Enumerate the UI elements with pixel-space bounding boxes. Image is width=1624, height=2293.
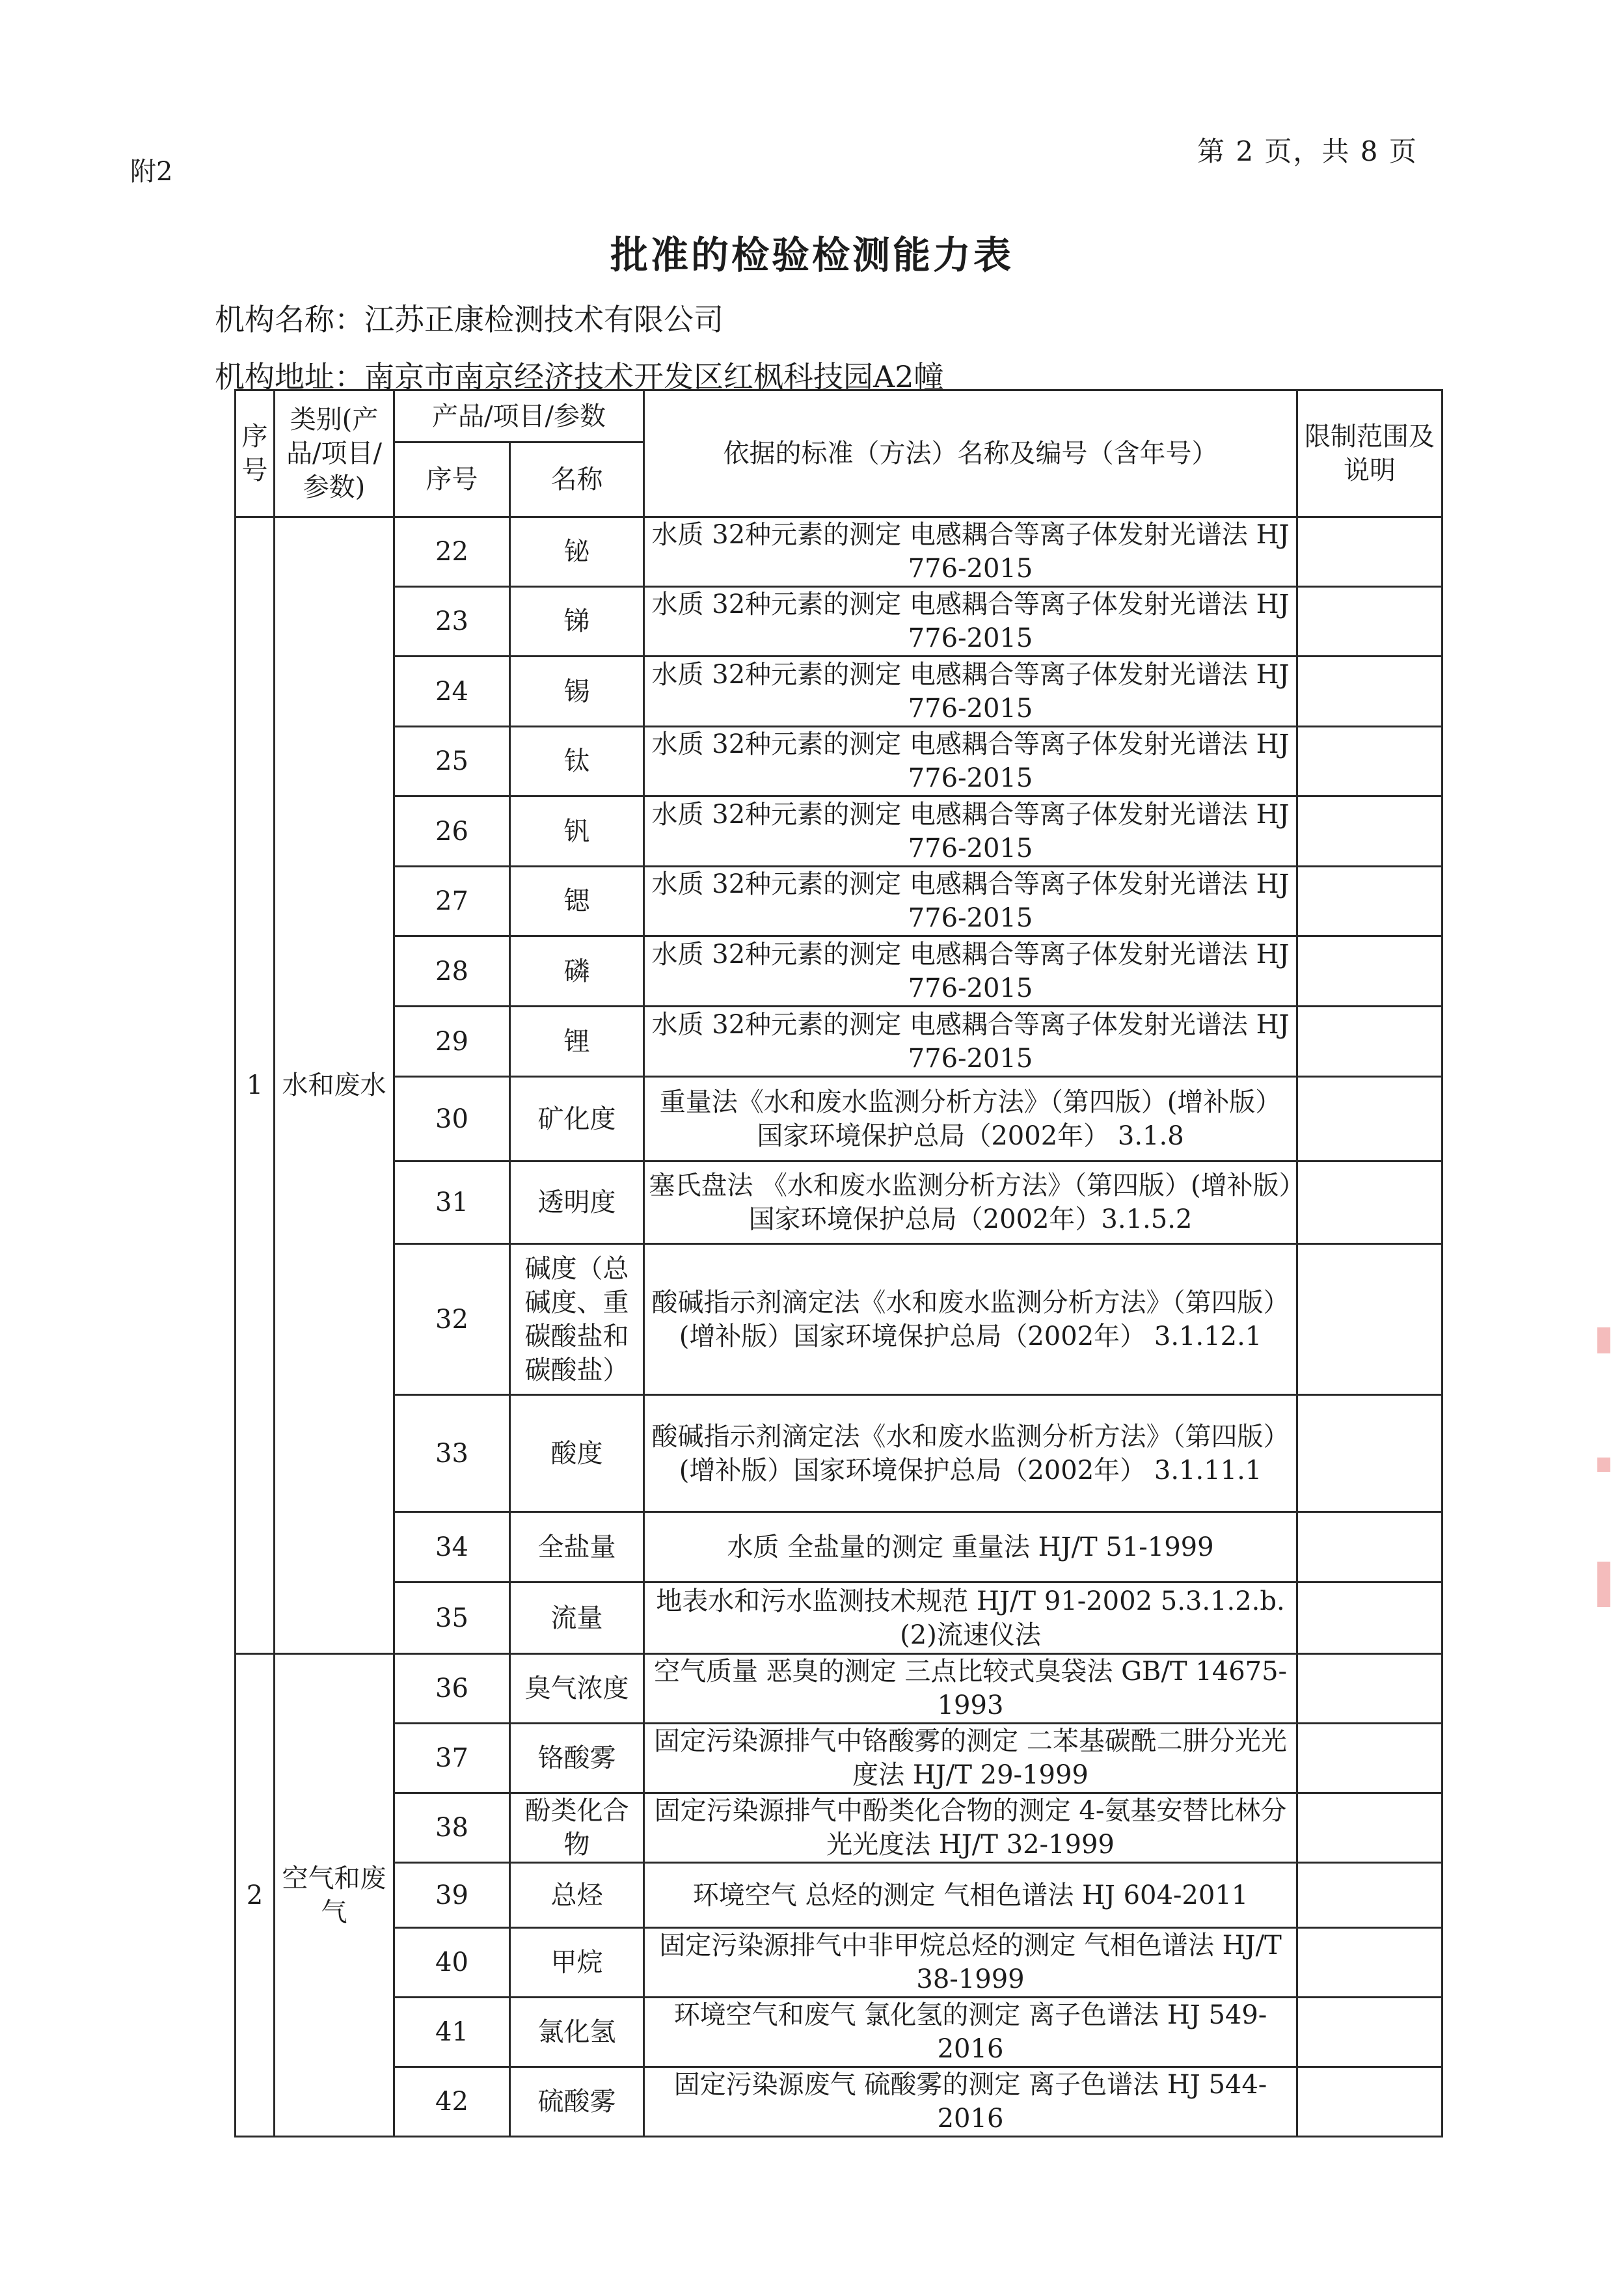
item-seq: 32 <box>394 1244 510 1395</box>
item-limit <box>1297 936 1442 1007</box>
item-name: 氯化氢 <box>510 1998 644 2067</box>
item-seq: 39 <box>394 1863 510 1928</box>
item-seq: 22 <box>394 517 510 587</box>
item-limit <box>1297 1793 1442 1863</box>
item-standard: 水质 32种元素的测定 电感耦合等离子体发射光谱法 HJ 776-2015 <box>644 796 1297 867</box>
item-name: 铋 <box>510 517 644 587</box>
item-limit <box>1297 1724 1442 1793</box>
item-seq: 29 <box>394 1007 510 1077</box>
group-seq: 2 <box>236 1654 275 2137</box>
header-standard: 依据的标准（方法）名称及编号（含年号） <box>644 390 1297 517</box>
item-name: 全盐量 <box>510 1512 644 1582</box>
item-standard: 环境空气 总烃的测定 气相色谱法 HJ 604-2011 <box>644 1863 1297 1928</box>
item-limit <box>1297 1998 1442 2067</box>
item-standard: 地表水和污水监测技术规范 HJ/T 91-2002 5.3.1.2.b.(2)流速仪法 <box>644 1582 1297 1654</box>
item-standard: 水质 32种元素的测定 电感耦合等离子体发射光谱法 HJ 776-2015 <box>644 587 1297 657</box>
item-limit <box>1297 727 1442 796</box>
item-name: 锡 <box>510 657 644 727</box>
header-item-seq: 序号 <box>394 442 510 517</box>
item-seq: 40 <box>394 1928 510 1998</box>
header-seq: 序号 <box>236 390 275 517</box>
item-standard: 固定污染源排气中酚类化合物的测定 4-氨基安替比林分光光度法 HJ/T 32-1999 <box>644 1793 1297 1863</box>
item-limit <box>1297 1928 1442 1998</box>
org-name: 机构名称：江苏正康检测技术有限公司 <box>215 302 724 337</box>
item-limit <box>1297 1244 1442 1395</box>
item-name: 磷 <box>510 936 644 1007</box>
item-limit <box>1297 867 1442 936</box>
page-title: 批准的检验检测能力表 <box>610 233 1014 277</box>
item-standard: 重量法《水和废水监测分析方法》（第四版）(增补版）国家环境保护总局（2002年） 3.1.8 <box>644 1077 1297 1161</box>
item-seq: 30 <box>394 1077 510 1161</box>
item-standard: 空气质量 恶臭的测定 三点比较式臭袋法 GB/T 14675-1993 <box>644 1654 1297 1724</box>
item-standard: 水质 32种元素的测定 电感耦合等离子体发射光谱法 HJ 776-2015 <box>644 657 1297 727</box>
item-standard: 塞氏盘法 《水和废水监测分析方法》（第四版）(增补版）国家环境保护总局（2002年）3.1.5.2 <box>644 1161 1297 1244</box>
item-name: 矿化度 <box>510 1077 644 1161</box>
item-name: 钒 <box>510 796 644 867</box>
page-number: 第 2 页，共 8 页 <box>1197 135 1418 167</box>
seal-edge-mark <box>1597 1458 1610 1472</box>
item-limit <box>1297 1161 1442 1244</box>
item-limit <box>1297 657 1442 727</box>
item-standard: 固定污染源废气 硫酸雾的测定 离子色谱法 HJ 544-2016 <box>644 2067 1297 2137</box>
item-standard: 水质 32种元素的测定 电感耦合等离子体发射光谱法 HJ 776-2015 <box>644 1007 1297 1077</box>
item-seq: 38 <box>394 1793 510 1863</box>
item-limit <box>1297 1395 1442 1512</box>
item-standard: 水质 32种元素的测定 电感耦合等离子体发射光谱法 HJ 776-2015 <box>644 867 1297 936</box>
item-standard: 水质 32种元素的测定 电感耦合等离子体发射光谱法 HJ 776-2015 <box>644 936 1297 1007</box>
capability-table <box>234 389 1443 2137</box>
item-limit <box>1297 1512 1442 1582</box>
item-seq: 28 <box>394 936 510 1007</box>
item-name: 锂 <box>510 1007 644 1077</box>
item-standard: 固定污染源排气中铬酸雾的测定 二苯基碳酰二肼分光光度法 HJ/T 29-1999 <box>644 1724 1297 1793</box>
item-name: 透明度 <box>510 1161 644 1244</box>
item-name: 钛 <box>510 727 644 796</box>
item-seq: 26 <box>394 796 510 867</box>
item-seq: 24 <box>394 657 510 727</box>
seal-edge-mark <box>1597 1562 1610 1607</box>
item-name: 锑 <box>510 587 644 657</box>
org-address: 机构地址：南京市南京经济技术开发区红枫科技园A2幢 <box>215 359 944 394</box>
item-name: 总烃 <box>510 1863 644 1928</box>
group-seq: 1 <box>236 517 275 1654</box>
seal-edge-mark <box>1597 1327 1610 1353</box>
item-seq: 35 <box>394 1582 510 1654</box>
item-seq: 34 <box>394 1512 510 1582</box>
item-seq: 37 <box>394 1724 510 1793</box>
item-limit <box>1297 1582 1442 1654</box>
item-name: 甲烷 <box>510 1928 644 1998</box>
item-name: 酚类化合物 <box>510 1793 644 1863</box>
item-limit <box>1297 2067 1442 2137</box>
item-name: 铬酸雾 <box>510 1724 644 1793</box>
item-seq: 25 <box>394 727 510 796</box>
header-category: 类别(产品/项目/参数) <box>275 390 394 517</box>
item-name: 碱度（总碱度、重碳酸盐和碳酸盐） <box>510 1244 644 1395</box>
item-seq: 27 <box>394 867 510 936</box>
item-seq: 33 <box>394 1395 510 1512</box>
item-name: 硫酸雾 <box>510 2067 644 2137</box>
item-name: 酸度 <box>510 1395 644 1512</box>
item-limit <box>1297 1654 1442 1724</box>
item-limit <box>1297 1007 1442 1077</box>
item-standard: 水质 32种元素的测定 电感耦合等离子体发射光谱法 HJ 776-2015 <box>644 727 1297 796</box>
item-seq: 42 <box>394 2067 510 2137</box>
item-seq: 31 <box>394 1161 510 1244</box>
annex-label: 附2 <box>130 157 173 187</box>
item-seq: 23 <box>394 587 510 657</box>
item-standard: 水质 全盐量的测定 重量法 HJ/T 51-1999 <box>644 1512 1297 1582</box>
item-name: 臭气浓度 <box>510 1654 644 1724</box>
item-standard: 酸碱指示剂滴定法《水和废水监测分析方法》（第四版）(增补版）国家环境保护总局（2002年） 3.1.11.1 <box>644 1395 1297 1512</box>
item-limit <box>1297 1077 1442 1161</box>
item-name: 流量 <box>510 1582 644 1654</box>
item-name: 锶 <box>510 867 644 936</box>
item-standard: 水质 32种元素的测定 电感耦合等离子体发射光谱法 HJ 776-2015 <box>644 517 1297 587</box>
item-seq: 36 <box>394 1654 510 1724</box>
header-limit: 限制范围及说明 <box>1297 390 1442 517</box>
item-standard: 酸碱指示剂滴定法《水和废水监测分析方法》（第四版）(增补版）国家环境保护总局（2002年） 3.1.12.1 <box>644 1244 1297 1395</box>
group-category: 空气和废气 <box>275 1654 394 2137</box>
item-standard: 环境空气和废气 氯化氢的测定 离子色谱法 HJ 549-2016 <box>644 1998 1297 2067</box>
item-limit <box>1297 587 1442 657</box>
group-category: 水和废水 <box>275 517 394 1654</box>
item-seq: 41 <box>394 1998 510 2067</box>
header-item-name: 名称 <box>510 442 644 517</box>
item-limit <box>1297 1863 1442 1928</box>
item-limit <box>1297 517 1442 587</box>
item-standard: 固定污染源排气中非甲烷总烃的测定 气相色谱法 HJ/T 38-1999 <box>644 1928 1297 1998</box>
item-limit <box>1297 796 1442 867</box>
header-product-group: 产品/项目/参数 <box>394 390 644 442</box>
